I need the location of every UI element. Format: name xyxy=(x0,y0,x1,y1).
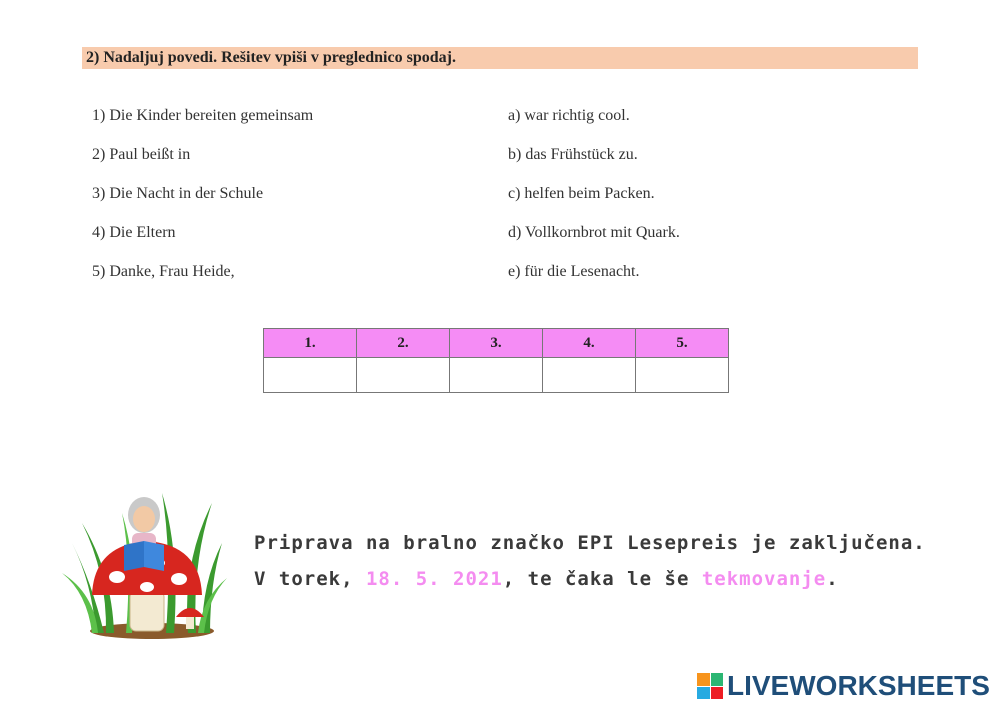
answer-table-input-row xyxy=(264,358,729,393)
answer-header-5: 5. xyxy=(636,329,729,358)
answer-input-5[interactable] xyxy=(636,358,728,392)
sentence-5: 5) Danke, Frau Heide, xyxy=(92,263,235,280)
note-text-end: . xyxy=(826,568,839,590)
liveworksheets-logo-icon xyxy=(697,673,723,699)
answer-cell-3 xyxy=(450,358,543,393)
reading-mushroom-illustration xyxy=(62,483,227,643)
task-title: 2) Nadaljuj povedi. Rešitev vpiši v preglednico spodaj. xyxy=(82,47,918,69)
liveworksheets-brand[interactable] xyxy=(697,670,990,702)
ending-c: c) helfen beim Packen. xyxy=(508,185,655,202)
ending-b: b) das Frühstück zu. xyxy=(508,146,638,163)
answer-header-3: 3. xyxy=(450,329,543,358)
note-text-before: V torek, xyxy=(254,568,366,590)
answer-cell-2 xyxy=(357,358,450,393)
sentence-1: 1) Die Kinder bereiten gemeinsam xyxy=(92,107,314,124)
answer-header-4: 4. xyxy=(543,329,636,358)
answer-cell-5 xyxy=(636,358,729,393)
answer-cell-1 xyxy=(264,358,357,393)
sentence-2: 2) Paul beißt in xyxy=(92,146,191,163)
note-text-middle: , te čaka le še xyxy=(502,568,702,590)
answer-input-3[interactable] xyxy=(450,358,542,392)
ending-d: d) Vollkornbrot mit Quark. xyxy=(508,224,680,241)
answer-table xyxy=(263,328,729,393)
answer-input-2[interactable] xyxy=(357,358,449,392)
competition-date: 18. 5. 2021 xyxy=(365,568,503,590)
competition-note xyxy=(254,567,839,591)
completion-note: Priprava na bralno značko EPI Lesepreis je zaključena. xyxy=(254,532,926,554)
brand-name: LIVEWORKSHEETS xyxy=(727,670,990,701)
answer-input-4[interactable] xyxy=(543,358,635,392)
answer-input-1[interactable] xyxy=(264,358,356,392)
answer-header-2: 2. xyxy=(357,329,450,358)
answer-cell-4 xyxy=(543,358,636,393)
answer-header-1: 1. xyxy=(264,329,357,358)
sentence-4: 4) Die Eltern xyxy=(92,224,176,241)
answer-table-header-row xyxy=(264,329,729,358)
competition-word: tekmovanje xyxy=(701,568,827,590)
ending-a: a) war richtig cool. xyxy=(508,107,630,124)
ending-e: e) für die Lesenacht. xyxy=(508,263,640,280)
sentence-3: 3) Die Nacht in der Schule xyxy=(92,185,264,202)
